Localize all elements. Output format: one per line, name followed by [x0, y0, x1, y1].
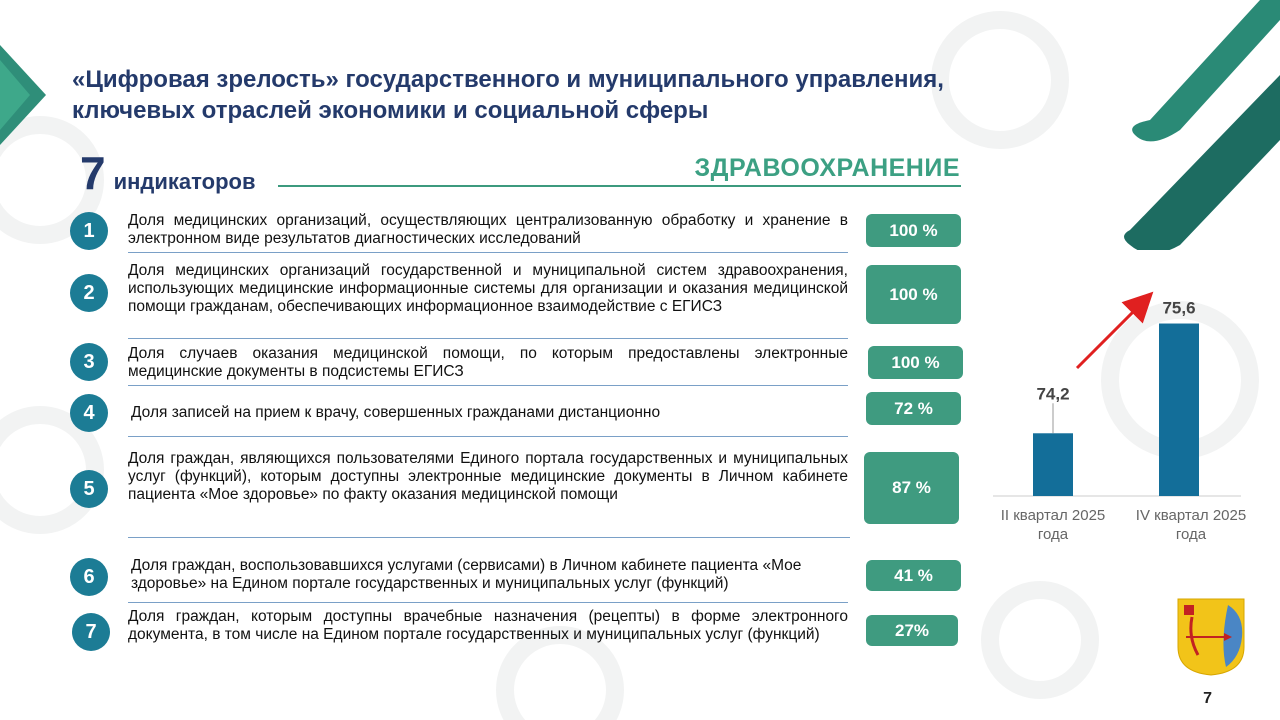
chart-growth-arrow: [1077, 298, 1147, 368]
row-divider: [128, 338, 848, 339]
chart-bar-1: [1033, 433, 1073, 496]
indicator-number-6: 6: [70, 558, 108, 596]
kirov-region-emblem: [1176, 597, 1246, 677]
indicator-number-4: 4: [70, 394, 108, 432]
indicator-text-2: Доля медицинских организаций государственной и муниципальной систем здравоохранения, использующих медицинские информационные системы для организации и оказания медицинской помощи гражданам, обеспечивающих информационное взаимодействие с ЕГИСЗ: [128, 262, 848, 315]
chart-value-label-1: 74,2: [1036, 384, 1070, 404]
chart-svg: [985, 280, 1245, 550]
row-divider: [128, 436, 848, 437]
row-divider: [128, 602, 848, 603]
indicators-label: индикаторов: [113, 169, 256, 194]
indicator-text-5: Доля граждан, являющихся пользователями Единого портала государственных и муниципальных услуг (функций), которым доступны электронные медицинские документы в Личном кабинете пациента «Мое здоровье» по факту оказания медицинской помощи: [128, 450, 848, 503]
chart-category-label-2: года: [1175, 526, 1207, 543]
indicator-value-6: 41 %: [866, 560, 961, 591]
page-title: [72, 64, 1072, 126]
header-divider: [278, 185, 961, 187]
indicator-text-1: Доля медицинских организаций, осуществляющих централизованную обработку и хранение в электронном виде результатов диагностических исследований: [128, 212, 848, 247]
indicator-number-5: 5: [70, 470, 108, 508]
indicator-text-6: Доля граждан, воспользовавшихся услугами (сервисами) в Личном кабинете пациента «Мое здоровье» на Едином портале государственных и муниципальных услуг (функций): [131, 557, 802, 592]
chart-category-label-1: года: [1037, 526, 1069, 543]
indicator-text-4: Доля записей на прием к врачу, совершенных гражданами дистанционно: [131, 404, 661, 421]
page-title-line-2: ключевых отраслей экономики и социальной сферы: [72, 97, 709, 124]
indicator-number-2: 2: [70, 274, 108, 312]
section-title: ЗДРАВООХРАНЕНИЕ: [694, 154, 960, 182]
chart-value-label-2: 75,6: [1162, 298, 1196, 318]
page-title-line-1: «Цифровая зрелость» государственного и муниципального управления,: [72, 66, 944, 93]
row-divider: [128, 385, 848, 386]
chart-category-label-1: II квартал 2025: [1000, 507, 1106, 524]
indicator-value-4: 72 %: [866, 392, 961, 425]
indicator-number-1: 1: [70, 212, 108, 250]
indicator-value-2: 100 %: [866, 265, 961, 324]
indicators-header: [80, 146, 256, 199]
row-divider: [128, 252, 848, 253]
left-arrow-decor: [0, 45, 48, 145]
indicator-number-3: 3: [70, 343, 108, 381]
indicator-text-7: Доля граждан, которым доступны врачебные назначения (рецепты) в форме электронного документа, в том числе на Едином портале государственных и муниципальных услуг (функций): [128, 608, 848, 643]
indicator-number-7: 7: [72, 613, 110, 651]
chart-category-label-2: IV квартал 2025: [1135, 507, 1247, 524]
indicators-count: 7: [80, 147, 106, 199]
chart-bar-2: [1159, 324, 1199, 496]
indicator-value-7: 27%: [866, 615, 958, 646]
page-number: 7: [1203, 690, 1212, 707]
quarter-bar-chart: [985, 280, 1245, 550]
indicator-text-3: Доля случаев оказания медицинской помощи, по которым предоставлены электронные медицинские документы в подсистемы ЕГИСЗ: [128, 345, 848, 380]
row-divider: [128, 537, 850, 538]
indicator-value-5: 87 %: [864, 452, 959, 524]
indicator-value-3: 100 %: [868, 346, 963, 379]
corner-decor: [1110, 0, 1280, 250]
indicator-value-1: 100 %: [866, 214, 961, 247]
